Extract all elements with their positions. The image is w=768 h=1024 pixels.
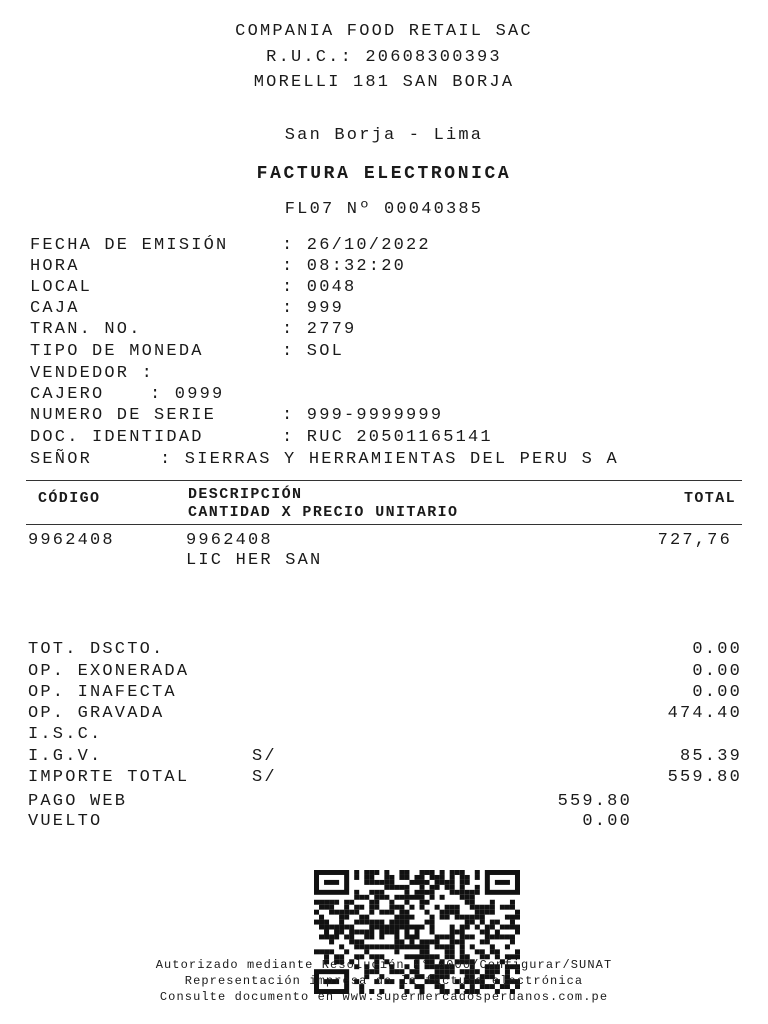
row-desc-name: LIC HER SAN xyxy=(186,551,323,570)
footer-authorization: Autorizado mediante Resolución N° 0000/Configurar/SUNAT xyxy=(155,958,613,972)
info-value: : 08:32:20 xyxy=(282,257,407,276)
info-label: DOC. IDENTIDAD xyxy=(30,428,204,447)
col-qty-header: CANTIDAD X PRECIO UNITARIO xyxy=(188,504,459,521)
totals-label: OP. GRAVADA xyxy=(28,704,165,723)
payment-label: PAGO WEB xyxy=(28,792,128,811)
info-value: : 0999 xyxy=(150,385,225,404)
doc-number: FL07 Nº 00040385 xyxy=(284,200,484,219)
info-label: LOCAL xyxy=(30,278,93,297)
info-label: CAJERO xyxy=(30,385,105,404)
totals-currency: S/ xyxy=(252,768,277,787)
col-desc-header: DESCRIPCIÓN xyxy=(188,486,303,503)
doc-type: FACTURA ELECTRONICA xyxy=(256,164,512,184)
totals-label: TOT. DSCTO. xyxy=(28,640,165,659)
info-value: : RUC 20501165141 xyxy=(282,428,493,447)
company-name: COMPANIA FOOD RETAIL SAC xyxy=(235,22,533,41)
totals-label: IMPORTE TOTAL xyxy=(28,768,190,787)
info-value: : 0048 xyxy=(282,278,357,297)
city: San Borja - Lima xyxy=(284,126,484,145)
totals-label: I.S.C. xyxy=(28,725,103,744)
totals-label: OP. EXONERADA xyxy=(28,662,190,681)
info-value: : SIERRAS Y HERRAMIENTAS DEL PERU S A xyxy=(160,450,619,469)
payment-value: 559.80 xyxy=(557,792,632,811)
totals-value: 474.40 xyxy=(667,704,742,723)
info-label: FECHA DE EMISIÓN xyxy=(30,236,229,255)
totals-value: 0.00 xyxy=(692,683,742,702)
col-code-header: CÓDIGO xyxy=(38,490,101,507)
divider xyxy=(26,480,742,481)
totals-value: 559.80 xyxy=(667,768,742,787)
info-label: CAJA xyxy=(30,299,80,318)
footer-consult: Consulte documento en www.supermercadosperuanos.com.pe xyxy=(159,990,609,1004)
company-address: MORELLI 181 SAN BORJA xyxy=(253,73,515,92)
info-label: HORA xyxy=(30,257,80,276)
info-value: : 2779 xyxy=(282,320,357,339)
info-label: NUMERO DE SERIE xyxy=(30,406,217,425)
totals-value: 0.00 xyxy=(692,662,742,681)
footer-representation: Representación impresa de la factura electrónica xyxy=(184,974,584,988)
company-ruc: R.U.C.: 20608300393 xyxy=(266,48,502,67)
totals-label: OP. INAFECTA xyxy=(28,683,177,702)
totals-label: I.G.V. xyxy=(28,747,103,766)
row-total: 727,76 xyxy=(657,531,732,550)
totals-value: 85.39 xyxy=(679,747,742,766)
info-value: : 999-9999999 xyxy=(282,406,444,425)
totals-value: 0.00 xyxy=(692,640,742,659)
info-label: VENDEDOR : xyxy=(30,364,155,383)
info-label: TIPO DE MONEDA xyxy=(30,342,204,361)
totals-currency: S/ xyxy=(252,747,277,766)
info-value: : 26/10/2022 xyxy=(282,236,431,255)
payment-label: VUELTO xyxy=(28,812,103,831)
divider xyxy=(26,524,742,525)
payment-value: 0.00 xyxy=(582,812,632,831)
info-value: : SOL xyxy=(282,342,345,361)
info-value: : 999 xyxy=(282,299,345,318)
col-total-header: TOTAL xyxy=(683,490,736,507)
row-code: 9962408 xyxy=(28,531,115,550)
info-label: TRAN. NO. xyxy=(30,320,142,339)
info-label: SEÑOR xyxy=(30,450,93,469)
row-desc: 9962408 xyxy=(186,531,273,550)
